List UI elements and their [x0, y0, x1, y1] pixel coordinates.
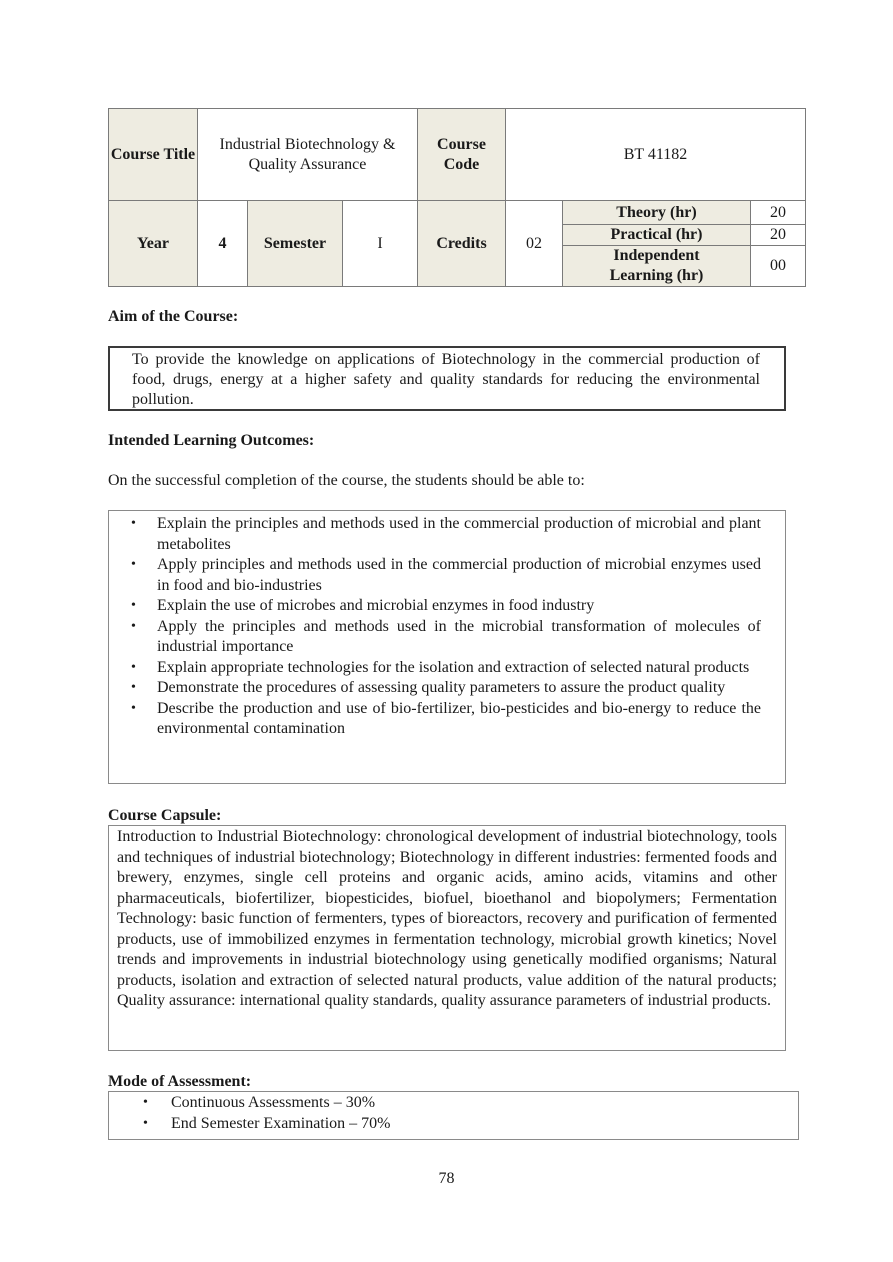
course-title-value: Industrial Biotechnology & Quality Assurance	[198, 109, 418, 201]
bullet-icon: •	[131, 516, 136, 531]
bullet-icon: •	[131, 618, 136, 634]
bullet-icon: •	[143, 1095, 148, 1110]
aim-text: To provide the knowledge on applications of Biotechnology in the commercial production of food, drugs, energy at a higher safety and quality standards for reducing the environmental pollution.	[132, 351, 760, 408]
course-code-value: BT 41182	[506, 109, 806, 201]
ilo-list	[131, 514, 761, 740]
bullet-icon: •	[131, 598, 136, 613]
assessment-item: • End Semester Examination – 70%	[171, 1114, 788, 1135]
ilo-item: • Demonstrate the procedures of assessing quality parameters to assure the product quality	[157, 678, 761, 699]
practical-hours-value: 20	[751, 225, 806, 246]
ilo-intro: On the successful completion of the course, the students should be able to:	[108, 472, 585, 489]
assessment-item: • Continuous Assessments – 30%	[171, 1093, 788, 1114]
bullet-icon: •	[131, 659, 136, 675]
capsule-heading: Course Capsule:	[108, 807, 222, 824]
course-info-table	[108, 108, 806, 287]
practical-hours-label: Practical (hr)	[563, 225, 751, 246]
ilo-item: • Explain the principles and methods used in the commercial production of microbial and plant metabolites	[131, 515, 761, 553]
capsule-text: Introduction to Industrial Biotechnology: chronological development of industrial biotechnology, tools and techniques of industrial biotechnology; Biotechnology in different industries: fermented foods and brewery, enzymes, single cell proteins and organic acids, amino acids, vitamins and other pharmaceuticals, biofertilizer, biopesticides, biofuel, bioethanol and biopolymers; Fermentation Technology: basic function of fermenters, types of bioreactors, recovery and purification of fermented products, use of immobilized enzymes in fermentation technology, microbial growth kinetics; Novel trends and improvements in industrial biotechnology using genetically modified organisms; Natural products, isolation and extraction of selected natural products, value addition of the natural products; Quality assurance: international quality standards, quality assurance parameters of industrial products.	[117, 828, 777, 1009]
course-title-label: Course Title	[109, 109, 198, 201]
independent-learning-hours-label: Independent Learning (hr)	[563, 246, 751, 287]
year-label: Year	[109, 201, 198, 287]
semester-value: I	[343, 201, 418, 287]
page-number: 78	[438, 1170, 455, 1187]
course-code-label: Course Code	[418, 109, 506, 201]
ilo-item: • Explain the use of microbes and microbial enzymes in food industry	[157, 596, 761, 617]
ilo-heading: Intended Learning Outcomes:	[108, 432, 315, 449]
theory-hours-value: 20	[751, 201, 806, 225]
year-value: 4	[198, 201, 248, 287]
ilo-box	[108, 510, 786, 784]
independent-learning-hours-value: 00	[751, 246, 806, 287]
ilo-item: • Apply the principles and methods used in the microbial transformation of molecules of industrial importance	[131, 617, 761, 655]
ilo-item: • Describe the production and use of bio-fertilizer, bio-pesticides and bio-energy to reduce the environmental contamination	[131, 699, 761, 737]
assessment-list	[143, 1093, 788, 1134]
assessment-box	[108, 1091, 799, 1140]
capsule-box	[108, 825, 786, 1051]
aim-heading: Aim of the Course:	[108, 308, 239, 325]
bullet-icon: •	[131, 680, 136, 695]
assessment-heading: Mode of Assessment:	[108, 1073, 252, 1090]
credits-value: 02	[506, 201, 563, 287]
theory-hours-label: Theory (hr)	[563, 201, 751, 225]
semester-label: Semester	[248, 201, 343, 287]
aim-box	[108, 346, 786, 411]
ilo-item: • Apply principles and methods used in the commercial production of microbial enzymes used in food and bio-industries	[131, 556, 761, 594]
bullet-icon: •	[131, 557, 136, 572]
ilo-item: • Explain appropriate technologies for the isolation and extraction of selected natural products	[157, 658, 761, 679]
bullet-icon: •	[131, 700, 136, 716]
bullet-icon: •	[143, 1115, 148, 1131]
credits-label: Credits	[418, 201, 506, 287]
